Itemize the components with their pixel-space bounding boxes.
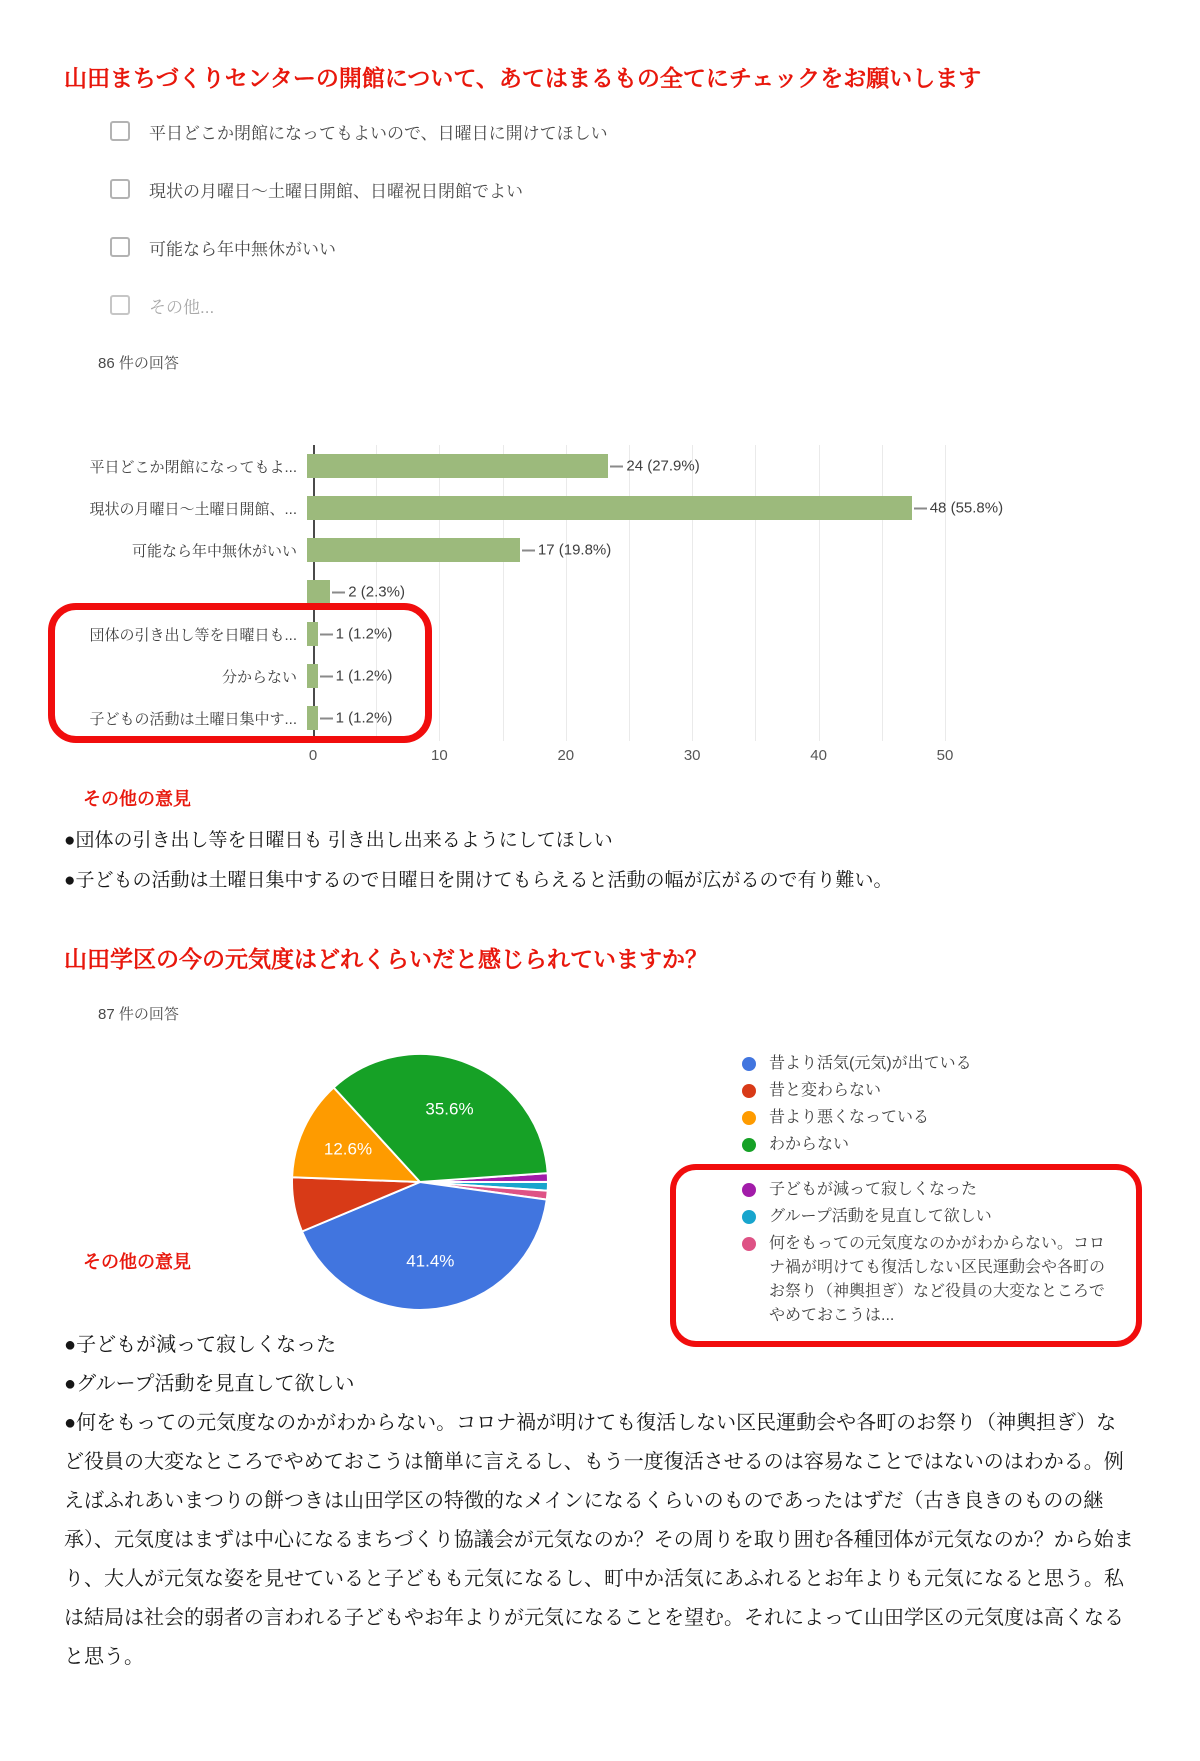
legend-item-label: わからない: [769, 1136, 850, 1153]
bar-chart: [64, 445, 1004, 771]
bar-row: [64, 445, 945, 487]
legend-item: [742, 1232, 1106, 1328]
checkbox-icon[interactable]: [110, 121, 130, 141]
pie-chart: [280, 1042, 560, 1322]
checkbox-option-label: 現状の月曜日～土曜日開館、日曜祝日閉館でよい: [149, 181, 523, 201]
bar-category-label: 分からない: [221, 668, 297, 686]
question-block-1: [64, 64, 1136, 901]
bar-value-text: 2 (2.3%): [348, 583, 405, 601]
opinion-line: ●子どもが減って寂しくなった: [64, 1334, 337, 1356]
bar-row: [64, 487, 1004, 529]
bar-value-text: 1 (1.2%): [335, 625, 393, 643]
legend-color-dot: [742, 1237, 756, 1251]
checkbox-option-2[interactable]: [110, 178, 1136, 200]
bar-value-label: [320, 710, 393, 727]
legend-color-dot: [742, 1183, 756, 1197]
question-2-title: 山田学区の今の元気度はどれくらいだと感じられていますか？: [64, 946, 708, 972]
bar-value-text: 1 (1.2%): [335, 709, 393, 727]
bar-track: [305, 445, 937, 487]
bar-value-tick: [522, 549, 535, 551]
x-axis-tick-label: 0: [308, 747, 318, 764]
checkbox-icon[interactable]: [110, 295, 130, 315]
bar-value-label: [332, 584, 405, 601]
pie-slice-pct-label: 41.4%: [406, 1251, 455, 1271]
bar-value-tick: [320, 633, 333, 635]
bar: [307, 538, 520, 562]
bar-row: [64, 697, 945, 739]
bar: [307, 580, 330, 604]
bar-row: [64, 571, 945, 613]
bar-value-tick: [914, 507, 927, 509]
legend-item-label: 昔より悪くなっている: [769, 1109, 930, 1126]
other-opinions-label-2: その他の意見: [83, 1252, 191, 1272]
legend-color-dot: [742, 1111, 756, 1125]
opinion-line: ●子どもの活動は土曜日集中するので日曜日を開けてもらえると活動の幅が広がるので有り難い。: [64, 870, 893, 891]
legend-main-group: [742, 1052, 1094, 1157]
legend-item-label: 昔より活気(元気)が出ている: [769, 1055, 972, 1072]
bar-value-text: 17 (19.8%): [537, 541, 612, 559]
legend-color-dot: [742, 1084, 756, 1098]
bar-value-text: 24 (27.9%): [626, 457, 700, 475]
legend-item-label: 昔と変わらない: [769, 1082, 882, 1099]
bar-value-tick: [320, 675, 333, 677]
pie-legend: [742, 1052, 1106, 1347]
bar-track: [305, 571, 937, 613]
legend-item-label: 子どもが減って寂しくなった: [769, 1181, 978, 1198]
bar: [307, 622, 318, 646]
legend-item-label: 何をもっての元気度なのかがわからない。コロナ禍が明けても復活しない区民運動会や各町のお祭り（神輿担ぎ）など役員の大変なところでやめておこうは...: [769, 1235, 1106, 1324]
x-axis-tick-label: 40: [810, 747, 827, 764]
bar-row: [64, 613, 945, 655]
bar-value-label: [610, 458, 699, 475]
bar-value-label: [320, 626, 393, 643]
checkbox-option-1[interactable]: [110, 120, 1136, 142]
question-1-title: 山田まちづくりセンターの開館について、あてはまるもの全てにチェックをお願いします: [64, 65, 982, 91]
x-axis-tick-label: 30: [683, 747, 701, 764]
x-axis-tick-label: 50: [936, 747, 954, 764]
bar-value-label: [320, 668, 393, 685]
question-block-2: [64, 945, 1136, 1677]
bar-category-label: 現状の月曜日～土曜日開館、...: [89, 500, 297, 518]
bar-track: [305, 697, 937, 739]
legend-item-label: グループ活動を見直して欲しい: [769, 1208, 992, 1225]
other-opinions-label-1: その他の意見: [83, 789, 191, 809]
other-opinions-list-2: [64, 1326, 1136, 1677]
legend-color-dot: [742, 1138, 756, 1152]
bar-track: [305, 529, 937, 571]
bar-value-label: [914, 500, 1003, 517]
legend-item: [742, 1205, 1106, 1229]
page: [0, 64, 1200, 1677]
legend-item: [742, 1178, 1106, 1202]
bar-track: [305, 487, 1004, 529]
bar-track: [305, 655, 937, 697]
opinion-line: ●団体の引き出し等を日曜日も 引き出し出来るようにしてほしい: [64, 830, 613, 851]
legend-item: [742, 1052, 1094, 1076]
bar-chart-x-axis: [308, 747, 954, 771]
red-annotation-box-legend: [670, 1164, 1142, 1347]
bar-row: [64, 655, 945, 697]
bar-category-label: 可能なら年中無休がいい: [131, 542, 297, 560]
bar: [307, 454, 608, 478]
gridline: [945, 445, 946, 741]
bar: [307, 706, 318, 730]
checkbox-option-list: [64, 120, 1136, 316]
pie-slice-pct-label: 12.6%: [323, 1139, 373, 1159]
response-count-2: 87 件の回答: [98, 1006, 179, 1023]
bar-value-tick: [320, 717, 333, 719]
pie-slice-pct-label: 35.6%: [425, 1099, 474, 1119]
other-opinions-list-1: [64, 821, 1136, 901]
legend-item: [742, 1106, 1094, 1130]
bar-value-tick: [332, 591, 345, 593]
checkbox-option-label: その他...: [149, 297, 215, 317]
bar-value-label: [522, 542, 611, 559]
bar-category-label: 団体の引き出し等を日曜日も...: [89, 626, 297, 644]
checkbox-option-3[interactable]: [110, 236, 1136, 258]
bar-category-label: 平日どこか閉館になってもよ...: [89, 458, 297, 476]
response-count-1: 86 件の回答: [98, 355, 179, 372]
opinion-line: ●グループ活動を見直して欲しい: [64, 1373, 355, 1395]
legend-item: [742, 1133, 1094, 1157]
bar-chart-rows: [64, 445, 1004, 739]
bar-value-tick: [610, 465, 623, 467]
checkbox-icon[interactable]: [110, 179, 130, 199]
bar-row: [64, 529, 945, 571]
x-axis-tick-label: 10: [431, 747, 448, 764]
opinion-line: ●何をもっての元気度なのかがわからない。コロナ禍が明けても復活しない区民運動会や各町のお祭り（神輿担ぎ）など役員の大変なところでやめておこうは簡単に言えるし、もう一度復活させるのは容易なことではないのはわかる。例えばふれあいまつりの餅つきは山田学区の特徴的なメインになるくらいのものであったはずだ（古き良きのものの継承）、元気度はまずは中心になるまちづくり協議会が元気なのか？その周りを取り囲む各種団体が元気なのか？から始まり、大人が元気な姿を見せていると子どもも元気になるし、町中か活気にあふれるとお年よりも元気になると思う。私は結局は社会的弱者の言われる子どもやお年よりが元気になることを望む。それによって山田学区の元気度は高くなると思う。: [64, 1412, 1134, 1668]
checkbox-option-other[interactable]: [110, 294, 1136, 316]
bar-value-text: 48 (55.8%): [929, 499, 1004, 517]
checkbox-icon[interactable]: [110, 237, 130, 257]
legend-color-dot: [742, 1057, 756, 1071]
legend-color-dot: [742, 1210, 756, 1224]
pie-chart-area: [64, 1042, 1136, 1324]
bar-value-text: 1 (1.2%): [335, 667, 393, 685]
bar: [307, 496, 912, 520]
x-axis-tick-label: 20: [557, 747, 575, 764]
legend-item: [742, 1079, 1094, 1103]
checkbox-option-label: 平日どこか閉館になってもよいので、日曜日に開けてほしい: [149, 123, 608, 143]
bar-track: [305, 613, 937, 655]
checkbox-option-label: 可能なら年中無休がいい: [149, 239, 336, 259]
bar: [307, 664, 318, 688]
bar-category-label: 子どもの活動は土曜日集中す...: [89, 710, 297, 728]
